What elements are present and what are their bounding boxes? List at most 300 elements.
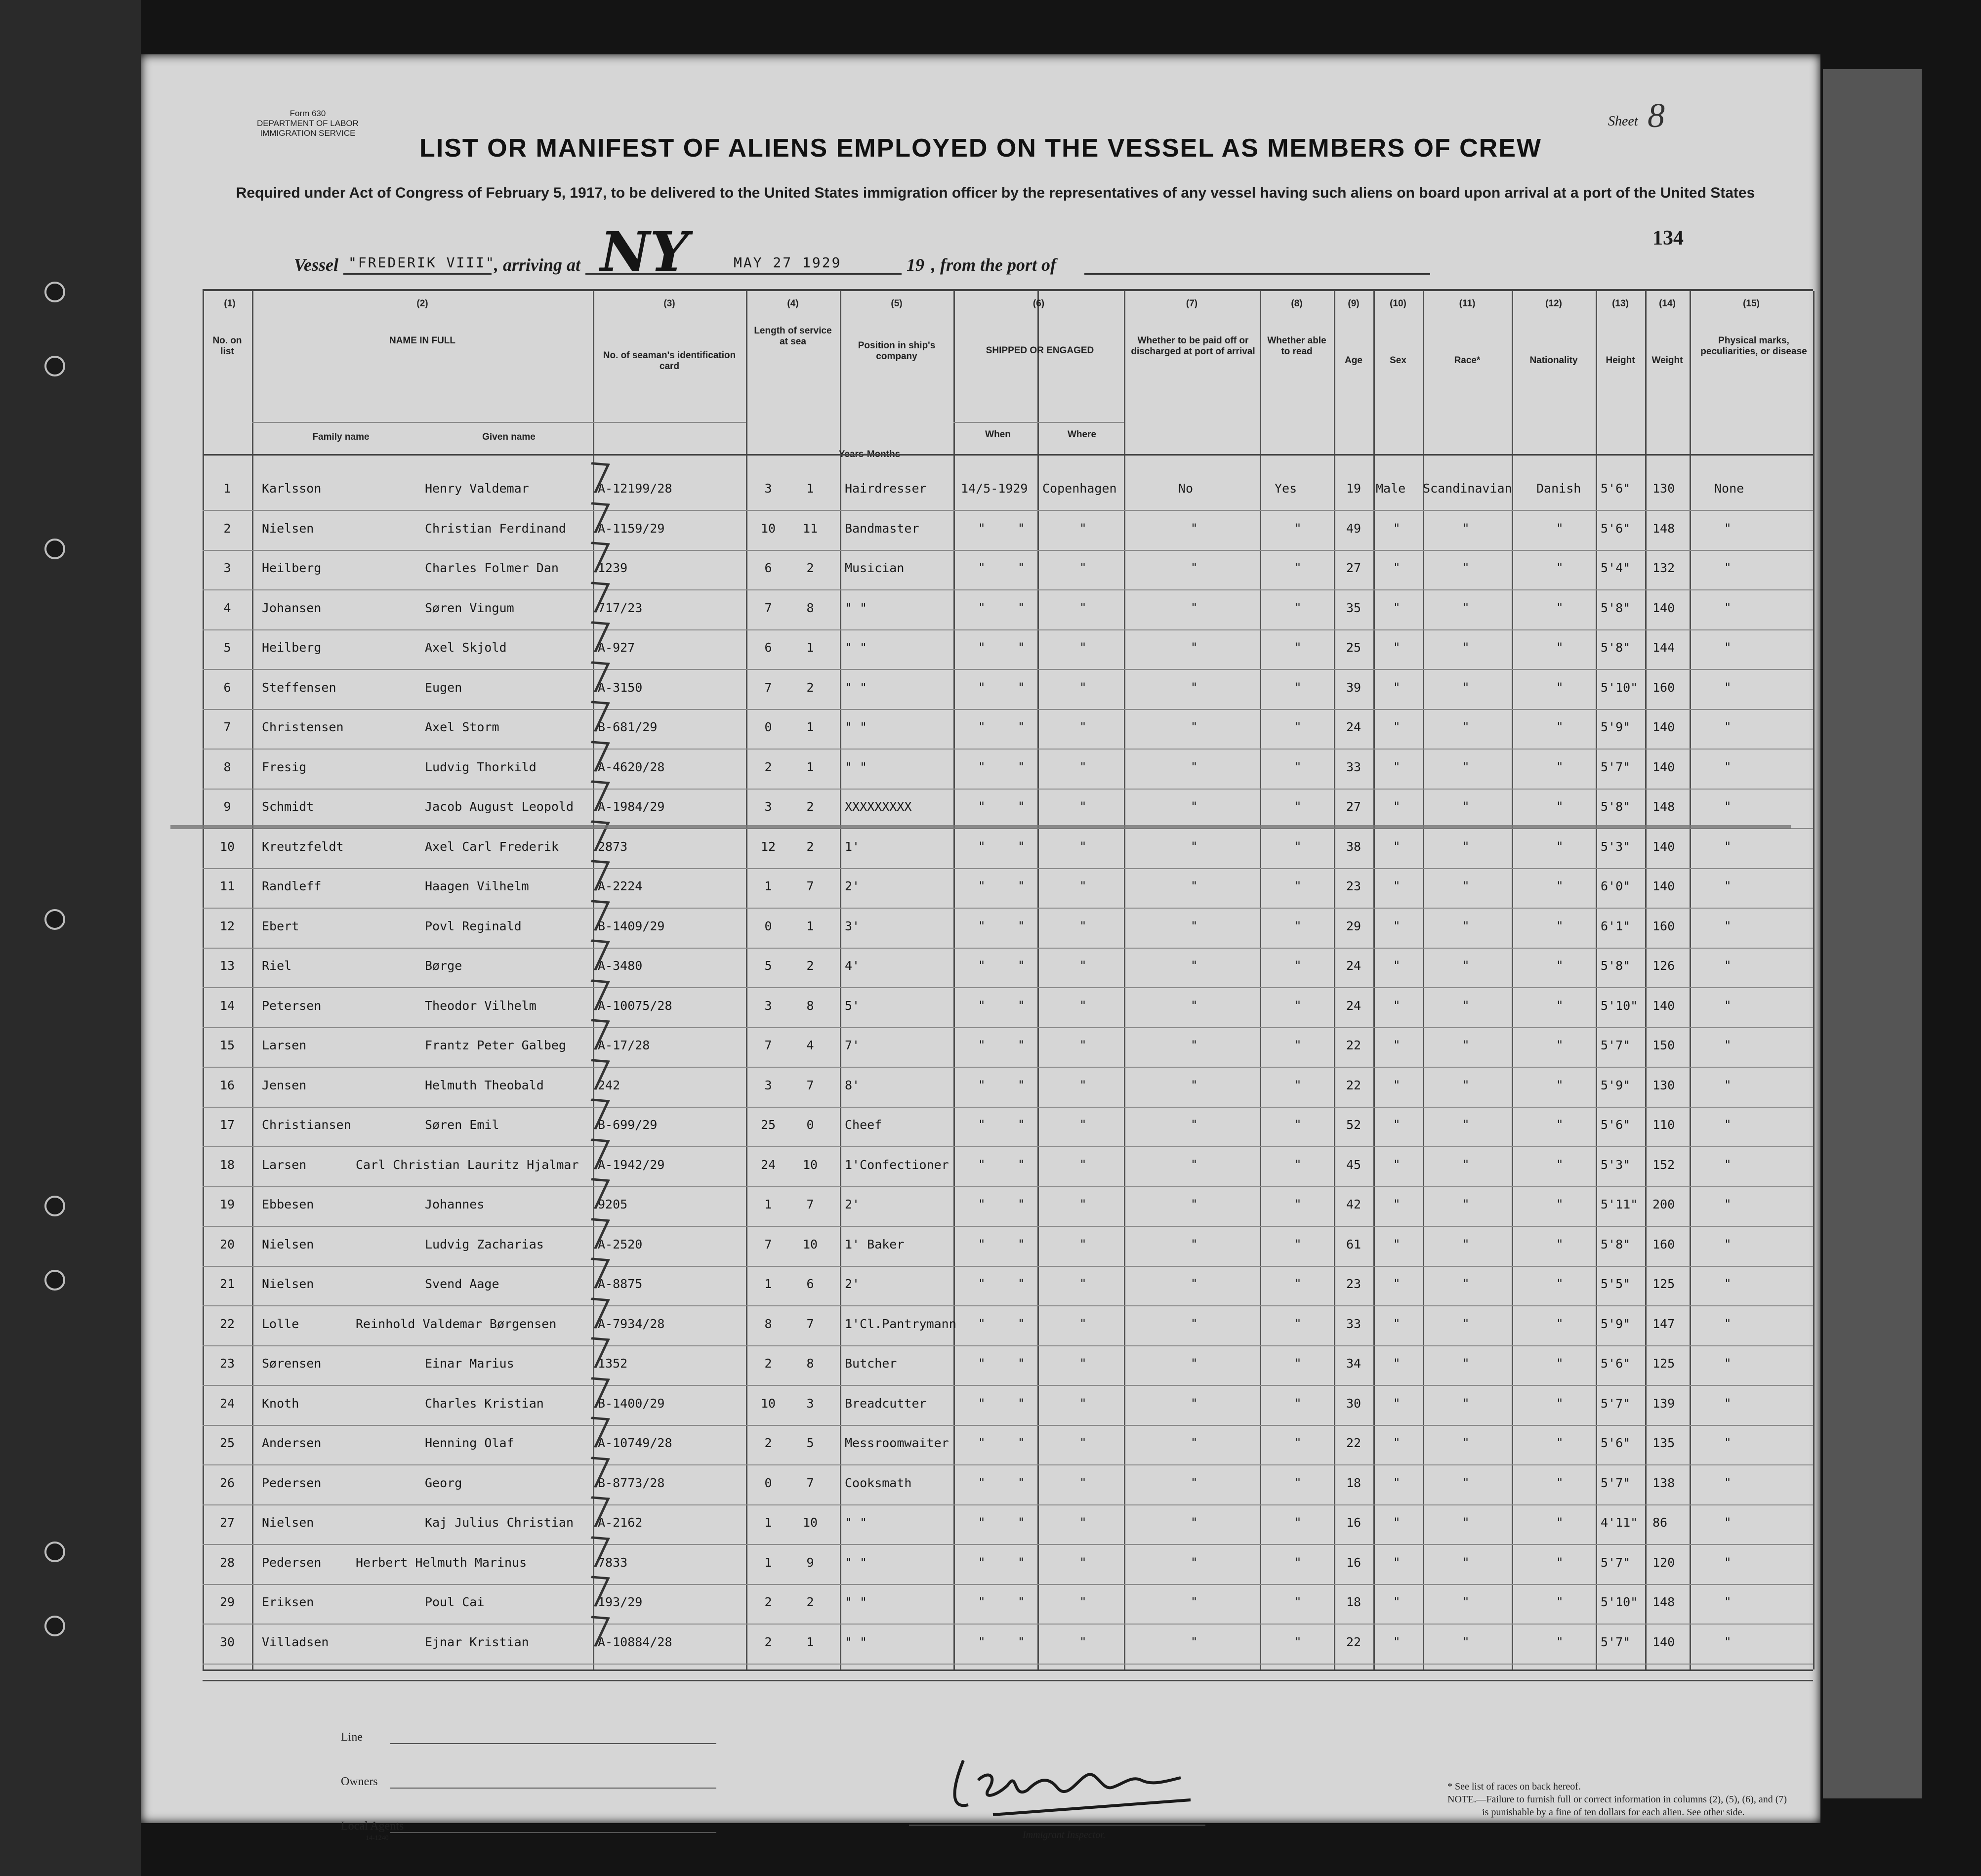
ditto-race: " — [1462, 1356, 1470, 1370]
ditto-race: " — [1462, 1118, 1470, 1131]
years-at-sea: 0 — [764, 720, 772, 734]
header-weight: Weight — [1651, 355, 1683, 366]
height: 5'10" — [1601, 1595, 1638, 1609]
header-given-name: Given name — [482, 432, 536, 442]
column-number: (5) — [891, 298, 903, 309]
id-card-number: 717/23 — [598, 600, 643, 615]
row-rule — [203, 629, 1813, 630]
given-name: Svend Aage — [425, 1277, 499, 1291]
given-name: Georg — [425, 1475, 462, 1490]
months-at-sea: 1 — [806, 1634, 814, 1649]
years-at-sea: 1 — [764, 1555, 772, 1570]
ditto-when: " — [978, 1118, 986, 1131]
ditto-race: " — [1462, 521, 1470, 535]
height: 5'7" — [1601, 1038, 1631, 1052]
id-card-number: B-681/29 — [598, 720, 658, 734]
ditto-read: " — [1294, 918, 1302, 933]
inspector-label: Immigrant Inspector. — [1023, 1830, 1106, 1840]
ditto-when: " — [978, 1038, 986, 1052]
ditto-read: " — [1294, 1078, 1302, 1092]
ditto-when: " — [1018, 640, 1025, 654]
given-name: Axel Carl Frederik — [425, 839, 559, 854]
months-at-sea: 8 — [806, 1356, 814, 1371]
years-at-sea: 3 — [764, 998, 772, 1013]
ditto-when: " — [1018, 1356, 1025, 1370]
years-at-sea: 0 — [764, 1475, 772, 1490]
footer-agents-label: Local Agents — [341, 1820, 404, 1833]
weight: 140 — [1652, 998, 1675, 1013]
age: 18 — [1346, 1475, 1362, 1490]
weight: 148 — [1652, 1595, 1675, 1609]
position: 2' — [845, 1197, 860, 1211]
family-name: Kreutzfeldt — [262, 839, 344, 854]
ditto-when: " — [1018, 521, 1025, 535]
ditto-where: " — [1079, 1197, 1087, 1211]
row-rule — [203, 510, 1813, 511]
age: 16 — [1346, 1555, 1362, 1570]
id-card-number: A-4620/28 — [598, 759, 665, 774]
ditto-when: " — [1018, 1475, 1025, 1490]
ditto-when: " — [978, 1157, 986, 1171]
weight: 160 — [1652, 1237, 1675, 1251]
given-name: Charles Folmer Dan — [425, 561, 559, 575]
ditto-paid-off: " — [1191, 799, 1198, 813]
ditto-sex: " — [1393, 1157, 1401, 1171]
ditto-nationality: " — [1556, 680, 1564, 694]
row-number: 6 — [223, 680, 231, 695]
weight: 125 — [1652, 1277, 1675, 1291]
header-sex: Sex — [1390, 355, 1406, 366]
given-name: Povl Reginald — [425, 918, 522, 933]
ditto-nationality: " — [1556, 561, 1564, 575]
ditto-nationality: " — [1556, 1316, 1564, 1331]
ditto-race: " — [1462, 998, 1470, 1012]
months-at-sea: 1 — [806, 918, 814, 933]
id-card-number: A-2520 — [598, 1237, 643, 1251]
height: 5'7" — [1601, 1634, 1631, 1649]
weight: 130 — [1652, 481, 1675, 496]
header-race: Race* — [1454, 355, 1481, 366]
row-rule — [203, 709, 1813, 710]
ditto-nationality: " — [1556, 640, 1564, 654]
shipped-when: 14/5-1929 — [961, 481, 1028, 496]
given-name: Ludvig Zacharias — [425, 1237, 544, 1251]
ditto-marks: " — [1724, 1237, 1732, 1251]
months-at-sea: 10 — [802, 1157, 818, 1172]
ditto-read: " — [1294, 1277, 1302, 1291]
column-number: (6) — [1032, 298, 1045, 309]
arriving-label: , arriving at — [494, 255, 581, 275]
ditto-race: " — [1462, 759, 1470, 774]
row-rule — [203, 868, 1813, 869]
position: 1' Baker — [845, 1237, 905, 1251]
ditto-nationality: " — [1556, 1634, 1564, 1649]
age: 52 — [1346, 1118, 1362, 1132]
column-number: (12) — [1545, 298, 1562, 309]
age: 33 — [1346, 759, 1362, 774]
year-label: 19 — [907, 255, 924, 275]
ditto-where: " — [1079, 998, 1087, 1012]
months-at-sea: 1 — [806, 759, 814, 774]
ditto-read: " — [1294, 1237, 1302, 1251]
position: 1' — [845, 839, 860, 854]
column-divider — [1037, 291, 1039, 1669]
ditto-race: " — [1462, 1038, 1470, 1052]
height: 4'11" — [1601, 1515, 1638, 1530]
ditto-read: " — [1294, 1555, 1302, 1569]
position: " " — [845, 600, 867, 615]
months-at-sea: 9 — [806, 1555, 814, 1570]
years-at-sea: 3 — [764, 1078, 772, 1092]
ditto-where: " — [1079, 1475, 1087, 1490]
ditto-paid-off: " — [1191, 759, 1198, 774]
family-name: Jensen — [262, 1078, 307, 1092]
ditto-paid-off: " — [1191, 1396, 1198, 1410]
family-name: Eriksen — [262, 1595, 314, 1609]
ditto-sex: " — [1393, 1078, 1401, 1092]
ditto-marks: " — [1724, 998, 1732, 1012]
family-name: Lolle — [262, 1316, 299, 1331]
months-at-sea: 8 — [806, 600, 814, 615]
ditto-paid-off: " — [1191, 1515, 1198, 1529]
ditto-when: " — [1018, 998, 1025, 1012]
row-number: 14 — [219, 998, 235, 1013]
family-name: Christiansen — [262, 1118, 351, 1132]
id-card-number: 7833 — [598, 1555, 628, 1570]
ditto-where: " — [1079, 1356, 1087, 1370]
ditto-sex: " — [1393, 998, 1401, 1012]
family-name: Randleff — [262, 879, 322, 893]
position: 1'Confectioner — [845, 1157, 949, 1172]
shipped-where: Copenhagen — [1042, 481, 1117, 496]
ditto-nationality: " — [1556, 1475, 1564, 1490]
height: 5'9" — [1601, 1316, 1631, 1331]
footer-owners-label: Owners — [341, 1775, 378, 1788]
ditto-race: " — [1462, 1316, 1470, 1331]
ditto-nationality: " — [1556, 600, 1564, 615]
ditto-when: " — [1018, 680, 1025, 694]
months-at-sea: 4 — [806, 1038, 814, 1052]
given-name: Einar Marius — [425, 1356, 514, 1371]
ditto-where: " — [1079, 1277, 1087, 1291]
ditto-when: " — [978, 1237, 986, 1251]
ditto-sex: " — [1393, 799, 1401, 813]
ditto-when: " — [978, 839, 986, 853]
age: 29 — [1346, 918, 1362, 933]
position: XXXXXXXXX — [845, 799, 912, 814]
ditto-read: " — [1294, 799, 1302, 813]
ditto-nationality: " — [1556, 1118, 1564, 1131]
position: Musician — [845, 561, 905, 575]
row-number: 12 — [219, 918, 235, 933]
weight: 126 — [1652, 959, 1675, 973]
position: 2' — [845, 879, 860, 893]
ditto-where: " — [1079, 1038, 1087, 1052]
row-rule — [203, 1624, 1813, 1625]
months-at-sea: 7 — [806, 1197, 814, 1211]
age: 38 — [1346, 839, 1362, 854]
header-when: When — [985, 429, 1011, 440]
ditto-paid-off: " — [1191, 1277, 1198, 1291]
ditto-when: " — [978, 1475, 986, 1490]
ditto-race: " — [1462, 1277, 1470, 1291]
ditto-when: " — [978, 600, 986, 615]
years-at-sea: 7 — [764, 1038, 772, 1052]
height: 5'8" — [1601, 799, 1631, 814]
age: 61 — [1346, 1237, 1362, 1251]
ditto-nationality: " — [1556, 1157, 1564, 1171]
ditto-sex: " — [1393, 521, 1401, 535]
family-name: Andersen — [262, 1436, 322, 1450]
column-number: (15) — [1743, 298, 1760, 309]
id-card-number: 193/29 — [598, 1595, 643, 1609]
weight: 140 — [1652, 1634, 1675, 1649]
row-rule — [203, 789, 1813, 790]
years-at-sea: 3 — [764, 799, 772, 814]
ditto-marks: " — [1724, 918, 1732, 933]
row-rule — [203, 1107, 1813, 1108]
column-divider — [1373, 291, 1375, 1669]
ditto-race: " — [1462, 600, 1470, 615]
id-card-number: 2873 — [598, 839, 628, 854]
row-number: 18 — [219, 1157, 235, 1172]
years-at-sea: 5 — [764, 959, 772, 973]
ditto-marks: " — [1724, 879, 1732, 893]
family-name: Sørensen — [262, 1356, 322, 1371]
age: 22 — [1346, 1078, 1362, 1092]
family-name: Heilberg — [262, 561, 322, 575]
column-divider — [1124, 291, 1125, 1669]
years-at-sea: 1 — [764, 1515, 772, 1530]
weight: 148 — [1652, 521, 1675, 536]
given-name: Herbert Helmuth Marinus — [356, 1555, 527, 1570]
id-card-number: A-3150 — [598, 680, 643, 695]
ditto-sex: " — [1393, 1595, 1401, 1609]
row-number: 15 — [219, 1038, 235, 1052]
age: 33 — [1346, 1316, 1362, 1331]
years-at-sea: 12 — [760, 839, 776, 854]
months-at-sea: 2 — [806, 1595, 814, 1609]
family-name: Steffensen — [262, 680, 336, 695]
row-rule — [203, 550, 1813, 551]
height: 5'6" — [1601, 1436, 1631, 1450]
ditto-nationality: " — [1556, 521, 1564, 535]
row-rule — [203, 749, 1813, 750]
row-number: 5 — [223, 640, 231, 655]
header-position: Position in ship's company — [858, 340, 936, 362]
ditto-paid-off: " — [1191, 1118, 1198, 1131]
ditto-marks: " — [1724, 1277, 1732, 1291]
row-number: 16 — [219, 1078, 235, 1092]
ditto-marks: " — [1724, 799, 1732, 813]
ditto-sex: " — [1393, 1118, 1401, 1131]
page-number: 134 — [1652, 227, 1684, 250]
ditto-when: " — [1018, 720, 1025, 734]
months-at-sea: 3 — [806, 1396, 814, 1411]
height: 5'7" — [1601, 1475, 1631, 1490]
ditto-marks: " — [1724, 759, 1732, 774]
months-at-sea: 6 — [806, 1277, 814, 1291]
id-card-number: A-10749/28 — [598, 1436, 672, 1450]
row-rule — [203, 1385, 1813, 1386]
ditto-nationality: " — [1556, 1515, 1564, 1529]
ditto-marks: " — [1724, 1555, 1732, 1569]
ditto-race: " — [1462, 720, 1470, 734]
ditto-when: " — [978, 1396, 986, 1410]
ditto-when: " — [978, 561, 986, 575]
ditto-read: " — [1294, 879, 1302, 893]
position: 7' — [845, 1038, 860, 1052]
ditto-where: " — [1079, 680, 1087, 694]
family-name: Riel — [262, 959, 292, 973]
given-name: Poul Cai — [425, 1595, 485, 1609]
age: 19 — [1346, 481, 1362, 496]
weight: 150 — [1652, 1038, 1675, 1052]
row-number: 8 — [223, 759, 231, 774]
ditto-nationality: " — [1556, 1396, 1564, 1410]
ditto-sex: " — [1393, 1634, 1401, 1649]
weight: 200 — [1652, 1197, 1675, 1211]
ditto-race: " — [1462, 1396, 1470, 1410]
header-height: Height — [1606, 355, 1635, 366]
ditto-when: " — [978, 1436, 986, 1450]
months-at-sea: 2 — [806, 839, 814, 854]
row-rule — [203, 669, 1813, 670]
ditto-where: " — [1079, 521, 1087, 535]
ditto-marks: " — [1724, 1634, 1732, 1649]
ditto-when: " — [978, 1634, 986, 1649]
ditto-race: " — [1462, 1157, 1470, 1171]
family-name: Nielsen — [262, 1237, 314, 1251]
ditto-race: " — [1462, 879, 1470, 893]
ditto-marks: " — [1724, 1157, 1732, 1171]
ditto-nationality: " — [1556, 720, 1564, 734]
binder-hole — [44, 1270, 65, 1291]
ditto-where: " — [1079, 720, 1087, 734]
sex: Male — [1376, 481, 1406, 496]
age: 49 — [1346, 521, 1362, 536]
age: 27 — [1346, 799, 1362, 814]
ditto-sex: " — [1393, 918, 1401, 933]
years-at-sea: 1 — [764, 879, 772, 893]
given-name: Johannes — [425, 1197, 485, 1211]
ditto-sex: " — [1393, 879, 1401, 893]
ditto-where: " — [1079, 799, 1087, 813]
header-where: Where — [1067, 429, 1097, 440]
ditto-when: " — [1018, 879, 1025, 893]
ditto-race: " — [1462, 959, 1470, 972]
months-at-sea: 7 — [806, 1316, 814, 1331]
ditto-read: " — [1294, 1515, 1302, 1529]
ditto-read: " — [1294, 1316, 1302, 1331]
family-name: Heilberg — [262, 640, 322, 655]
weight: 160 — [1652, 918, 1675, 933]
position: " " — [845, 640, 867, 655]
age: 39 — [1346, 680, 1362, 695]
ditto-race: " — [1462, 1515, 1470, 1529]
weight: 140 — [1652, 759, 1675, 774]
ditto-when: " — [978, 998, 986, 1012]
row-number: 7 — [223, 720, 231, 734]
given-name: Carl Christian Lauritz Hjalmar — [356, 1157, 579, 1172]
footer-note-3: is punishable by a fine of ten dollars for each alien. See other side. — [1482, 1807, 1745, 1818]
header-age: Age — [1345, 355, 1362, 366]
height: 5'4" — [1601, 561, 1631, 575]
arriving-port: NY — [600, 220, 689, 284]
family-name: Nielsen — [262, 521, 314, 536]
position: Bandmaster — [845, 521, 919, 536]
ditto-paid-off: " — [1191, 640, 1198, 654]
row-number: 1 — [223, 481, 231, 496]
weight: 152 — [1652, 1157, 1675, 1172]
ditto-race: " — [1462, 1595, 1470, 1609]
ditto-when: " — [1018, 959, 1025, 972]
months-at-sea: 1 — [806, 720, 814, 734]
position: 3' — [845, 918, 860, 933]
ditto-nationality: " — [1556, 1436, 1564, 1450]
from-port-label: , from the port of — [931, 255, 1057, 275]
ditto-sex: " — [1393, 600, 1401, 615]
months-at-sea: 11 — [802, 521, 818, 536]
ditto-paid-off: " — [1191, 561, 1198, 575]
age: 22 — [1346, 1436, 1362, 1450]
header-name-in-full: NAME IN FULL — [389, 335, 456, 346]
given-name: Reinhold Valdemar Børgensen — [356, 1316, 557, 1331]
id-card-number: B-8773/28 — [598, 1475, 665, 1490]
weight: 138 — [1652, 1475, 1675, 1490]
column-divider — [746, 291, 747, 1669]
height: 5'6" — [1601, 1118, 1631, 1132]
ditto-race: " — [1462, 1237, 1470, 1251]
ditto-marks: " — [1724, 1078, 1732, 1092]
ditto-when: " — [1018, 759, 1025, 774]
age: 22 — [1346, 1038, 1362, 1052]
row-number: 23 — [219, 1356, 235, 1371]
row-number: 24 — [219, 1396, 235, 1411]
position: " " — [845, 1634, 867, 1649]
id-card-number: A-2224 — [598, 879, 643, 893]
header-family-name: Family name — [312, 432, 370, 442]
row-rule — [203, 1027, 1813, 1028]
ditto-where: " — [1079, 1595, 1087, 1609]
ditto-race: " — [1462, 839, 1470, 853]
ditto-read: " — [1294, 759, 1302, 774]
ditto-marks: " — [1724, 1475, 1732, 1490]
row-rule — [203, 1146, 1813, 1147]
position: Cheef — [845, 1118, 882, 1132]
header-length-of-service: Length of service at sea — [754, 326, 832, 347]
row-rule — [203, 1425, 1813, 1426]
ditto-paid-off: " — [1191, 839, 1198, 853]
given-name: Ejnar Kristian — [425, 1634, 529, 1649]
years-at-sea: 7 — [764, 600, 772, 615]
ditto-paid-off: " — [1191, 1634, 1198, 1649]
ditto-when: " — [978, 680, 986, 694]
years-at-sea: 2 — [764, 1436, 772, 1450]
ditto-sex: " — [1393, 1436, 1401, 1450]
ditto-nationality: " — [1556, 839, 1564, 853]
column-divider — [1596, 291, 1597, 1669]
ditto-read: " — [1294, 1118, 1302, 1131]
ditto-sex: " — [1393, 720, 1401, 734]
ditto-when: " — [1018, 1595, 1025, 1609]
ditto-marks: " — [1724, 1197, 1732, 1211]
weight: 125 — [1652, 1356, 1675, 1371]
months-at-sea: 8 — [806, 998, 814, 1013]
ditto-read: " — [1294, 1197, 1302, 1211]
ditto-sex: " — [1393, 1277, 1401, 1291]
ditto-nationality: " — [1556, 1277, 1564, 1291]
